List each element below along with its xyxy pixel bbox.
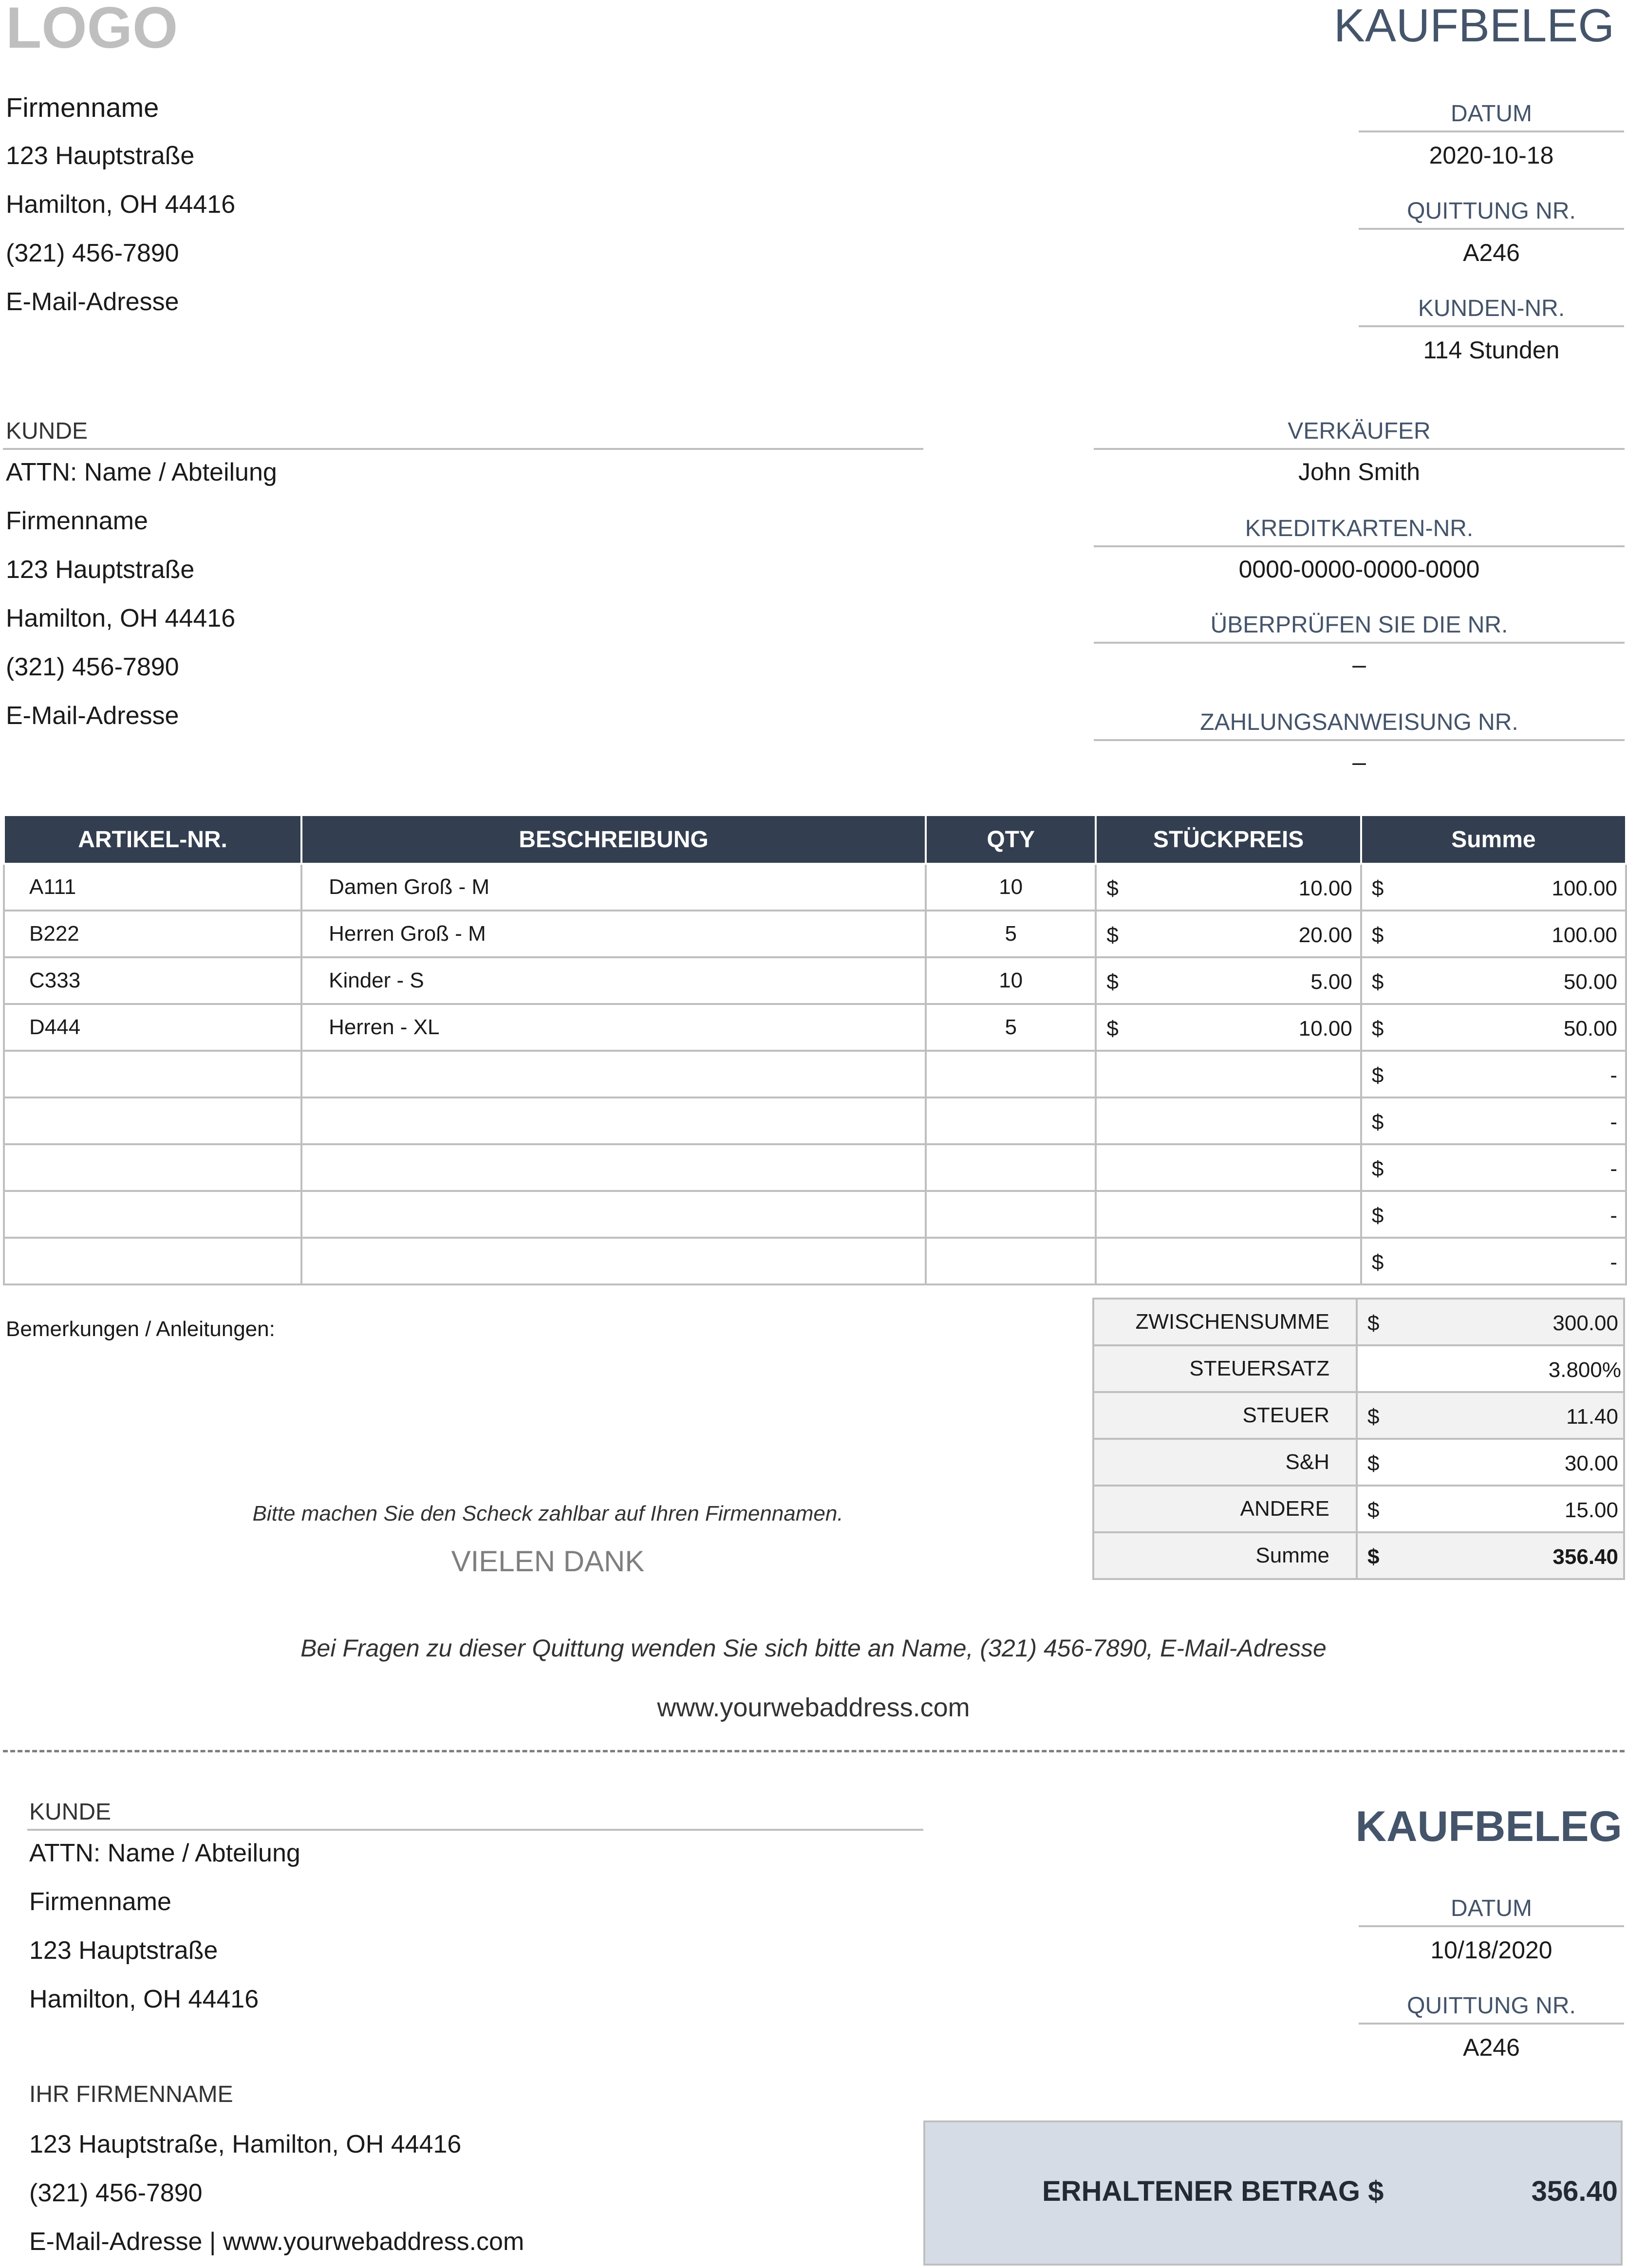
divider [1359, 1925, 1624, 1927]
stub-your-company: IHR FIRMENNAME [29, 2082, 233, 2107]
other-label: ANDERE [1093, 1486, 1357, 1532]
item-price: 5.00 [1310, 970, 1352, 994]
seller-value: John Smith [1298, 458, 1421, 485]
taxrate-value[interactable]: 3.800% [1548, 1358, 1621, 1382]
logo: LOGO [6, 0, 178, 60]
stub-your-contact: E-Mail-Adresse | www.yourwebaddress.com [29, 2228, 524, 2256]
table-row [4, 911, 1626, 957]
divider [1359, 2023, 1624, 2025]
item-total: 50.00 [1563, 970, 1617, 994]
money-order-label: ZAHLUNGSANWEISUNG NR. [1200, 709, 1518, 735]
stub-street: 123 Hauptstraße [29, 1936, 218, 1965]
table-row [4, 864, 1626, 911]
item-total: - [1610, 1110, 1617, 1134]
total-value: 356.40 [1552, 1545, 1618, 1569]
amount-received-label: ERHALTENER BETRAG $ [1042, 2175, 1384, 2207]
table-header-row [4, 815, 1626, 864]
subtotal-label: ZWISCHENSUMME [1093, 1299, 1357, 1345]
table-row [1093, 1392, 1624, 1439]
date-value: 2020-10-18 [1429, 142, 1554, 169]
table-row [4, 1144, 1626, 1191]
header-unit-price: STÜCKPREIS [1096, 815, 1361, 864]
customer-city: Hamilton, OH 44416 [6, 604, 236, 632]
customer-phone: (321) 456-7890 [6, 653, 179, 681]
subtotal-value: 300.00 [1552, 1311, 1618, 1335]
cut-line [3, 1750, 1625, 1752]
company-phone: (321) 456-7890 [6, 239, 179, 267]
divider [1094, 642, 1625, 644]
table-row [4, 1004, 1626, 1051]
table-row [4, 1238, 1626, 1284]
tax-label: STEUER [1093, 1392, 1357, 1439]
item-description: Kinder - S [329, 968, 424, 992]
check-value: – [1352, 651, 1366, 678]
questions-note: Bei Fragen zu dieser Quittung wenden Sie sich bitte an Name, (321) 456-7890, E-Mail-Adresse [300, 1635, 1327, 1662]
customer-no-value: 114 Stunden [1423, 336, 1560, 364]
divider [1359, 130, 1624, 132]
item-price: 10.00 [1298, 1017, 1352, 1041]
currency-symbol: $ [1371, 923, 1384, 947]
stub-date-label: DATUM [1450, 1896, 1533, 1921]
stub-city: Hamilton, OH 44416 [29, 1985, 259, 2013]
item-no: A111 [29, 875, 76, 899]
table-row [4, 1097, 1626, 1144]
check-label: ÜBERPRÜFEN SIE DIE NR. [1210, 612, 1508, 638]
company-city: Hamilton, OH 44416 [6, 190, 236, 219]
item-price: 20.00 [1298, 923, 1352, 947]
website[interactable]: www.yourwebaddress.com [657, 1693, 970, 1722]
table-row [4, 1051, 1626, 1097]
currency-symbol: $ [1371, 1063, 1384, 1087]
currency-symbol: $ [1367, 1311, 1380, 1335]
sh-value[interactable]: 30.00 [1564, 1451, 1618, 1475]
currency-symbol: $ [1367, 1451, 1380, 1475]
item-description: Damen Groß - M [329, 875, 490, 899]
table-row [1093, 1345, 1624, 1392]
item-total: 100.00 [1552, 876, 1617, 900]
customer-label: KUNDE [6, 418, 88, 444]
header-total: Summe [1361, 815, 1626, 864]
item-total: 50.00 [1563, 1017, 1617, 1041]
table-row [4, 1191, 1626, 1238]
customer-email: E-Mail-Adresse [6, 702, 179, 730]
item-qty: 10 [926, 864, 1096, 911]
tax-value: 11.40 [1566, 1405, 1618, 1429]
sh-label: S&H [1093, 1439, 1357, 1486]
date-label: DATUM [1450, 101, 1533, 127]
item-total: - [1610, 1157, 1617, 1181]
card-label: KREDITKARTEN-NR. [1245, 516, 1474, 541]
receipt-value: A246 [1463, 239, 1520, 266]
notes-label: Bemerkungen / Anleitungen: [6, 1317, 275, 1341]
table-row [1093, 1532, 1624, 1579]
currency-symbol: $ [1371, 1204, 1384, 1227]
seller-label: VERKÄUFER [1288, 418, 1431, 444]
stub-receipt-label: QUITTUNG NR. [1407, 1993, 1576, 2019]
item-no: C333 [29, 968, 81, 992]
currency-symbol: $ [1371, 1157, 1384, 1181]
table-row [1093, 1439, 1624, 1486]
currency-symbol: $ [1371, 1110, 1384, 1134]
currency-symbol: $ [1106, 970, 1119, 994]
stub-your-address: 123 Hauptstraße, Hamilton, OH 44416 [29, 2130, 462, 2158]
other-value[interactable]: 15.00 [1564, 1498, 1618, 1522]
item-total: 100.00 [1552, 923, 1617, 947]
table-row [1093, 1486, 1624, 1532]
item-description: Herren - XL [329, 1015, 440, 1039]
stub-customer-label: KUNDE [29, 1799, 112, 1825]
totals-table [1092, 1298, 1625, 1580]
header-description: BESCHREIBUNG [301, 815, 926, 864]
items-table [3, 814, 1627, 1285]
item-total: - [1610, 1063, 1617, 1087]
taxrate-label: STEUERSATZ [1093, 1345, 1357, 1392]
card-value: 0000-0000-0000-0000 [1238, 556, 1480, 583]
company-street: 123 Hauptstraße [6, 142, 195, 170]
customer-street: 123 Hauptstraße [6, 556, 195, 584]
currency-symbol: $ [1106, 876, 1119, 900]
item-total: - [1610, 1204, 1617, 1227]
header-qty: QTY [926, 815, 1096, 864]
item-total: - [1610, 1250, 1617, 1274]
total-label: Summe [1093, 1532, 1357, 1579]
customer-no-label: KUNDEN-NR. [1418, 296, 1565, 321]
item-no: B222 [29, 922, 79, 946]
amount-received-value: 356.40 [1531, 2175, 1618, 2207]
money-order-value: – [1352, 748, 1366, 776]
amount-received-box [923, 2120, 1623, 2266]
currency-symbol: $ [1367, 1405, 1380, 1429]
check-payable-note: Bitte machen Sie den Scheck zahlbar auf Ihren Firmennamen. [252, 1502, 843, 1525]
stub-title: KAUFBELEG [1355, 1802, 1622, 1850]
company-name: Firmenname [6, 92, 159, 123]
receipt-label: QUITTUNG NR. [1407, 198, 1576, 224]
currency-symbol: $ [1106, 923, 1119, 947]
divider [1359, 325, 1624, 327]
currency-symbol: $ [1367, 1545, 1380, 1569]
divider [1094, 739, 1625, 741]
page-title: KAUFBELEG [1333, 0, 1614, 52]
table-row [1093, 1299, 1624, 1345]
currency-symbol: $ [1371, 970, 1384, 994]
currency-symbol: $ [1371, 876, 1384, 900]
currency-symbol: $ [1106, 1017, 1119, 1041]
stub-attn: ATTN: Name / Abteilung [29, 1839, 300, 1867]
stub-company: Firmenname [29, 1888, 171, 1916]
item-price: 10.00 [1298, 876, 1352, 900]
item-qty: 10 [926, 957, 1096, 1004]
divider [27, 1829, 923, 1831]
thank-you: VIELEN DANK [451, 1545, 645, 1578]
stub-date-value: 10/18/2020 [1430, 1936, 1552, 1964]
item-qty: 5 [926, 1004, 1096, 1051]
currency-symbol: $ [1367, 1498, 1380, 1522]
divider [1359, 228, 1624, 230]
customer-attn: ATTN: Name / Abteilung [6, 458, 277, 486]
divider [3, 448, 923, 450]
stub-your-phone: (321) 456-7890 [29, 2179, 203, 2207]
divider [1094, 448, 1625, 450]
company-email: E-Mail-Adresse [6, 288, 179, 316]
item-qty: 5 [926, 911, 1096, 957]
divider [1094, 545, 1625, 547]
currency-symbol: $ [1371, 1017, 1384, 1041]
table-row [4, 957, 1626, 1004]
currency-symbol: $ [1371, 1250, 1384, 1274]
item-no: D444 [29, 1015, 81, 1039]
stub-receipt-value: A246 [1463, 2034, 1520, 2061]
item-description: Herren Groß - M [329, 922, 486, 946]
header-item-no: ARTIKEL-NR. [4, 815, 301, 864]
customer-company: Firmenname [6, 507, 148, 535]
